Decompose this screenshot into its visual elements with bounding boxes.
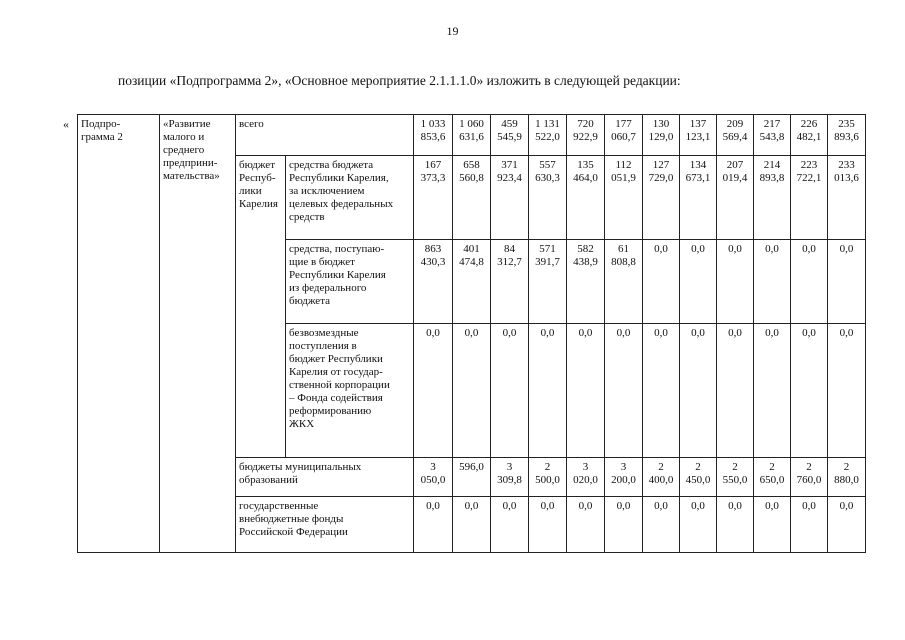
value-cell [414, 156, 453, 240]
value-line-1: 0,0 [464, 500, 479, 512]
value-cell [680, 240, 717, 324]
value-cell [605, 156, 643, 240]
value-line-1: 134 [689, 159, 707, 171]
value-cell [529, 156, 567, 240]
value-cell [414, 115, 453, 156]
value-cell [453, 156, 491, 240]
value-cell [643, 240, 680, 324]
value-cell [605, 458, 643, 497]
value-cell [453, 458, 491, 497]
value-line-2: 129,0 [648, 130, 674, 143]
value-cell [680, 497, 717, 553]
value-line-2: 450,0 [685, 473, 711, 486]
value-line-1: 0,0 [802, 243, 816, 255]
value-cell [717, 115, 754, 156]
value-cell [414, 324, 453, 458]
row-label: безвозмездные поступления в бюджет Республики Карелия от государ- ственной корпорации – Фонда содействия реформированию ЖКХ [286, 324, 414, 458]
intro-text: позиции «Подпрограмма 2», «Основное мероприятие 2.1.1.1.0» изложить в следующей редакции: [118, 73, 681, 88]
row-label: средства бюджета Республики Карелия, за исключением целевых федеральных средств [286, 156, 414, 240]
value-cell [491, 324, 529, 458]
value-line-1: 0,0 [839, 327, 854, 339]
value-line-1: 401 [463, 243, 480, 255]
value-line-1: 226 [800, 118, 818, 130]
value-line-1: 0,0 [802, 327, 816, 339]
value-line-1: 1 131 [535, 118, 560, 130]
value-cell [453, 497, 491, 553]
value-line-1: 207 [726, 159, 744, 171]
value-line-1: 459 [501, 118, 518, 130]
value-line-1: 0,0 [426, 327, 440, 339]
value-line-1: 127 [652, 159, 670, 171]
value-cell [567, 458, 605, 497]
value-line-2: 430,3 [420, 255, 446, 268]
value-cell [453, 324, 491, 458]
value-line-2: 880,0 [834, 473, 859, 486]
value-cell [605, 240, 643, 324]
value-cell [643, 497, 680, 553]
value-line-2: 309,8 [497, 473, 522, 486]
value-cell [717, 240, 754, 324]
value-cell [605, 115, 643, 156]
value-line-1: 235 [838, 118, 855, 130]
value-cell [717, 458, 754, 497]
value-line-1: 863 [424, 243, 442, 255]
value-line-1: 0,0 [426, 500, 440, 512]
value-line-1: 2 [806, 461, 812, 473]
value-cell [567, 497, 605, 553]
value-cell [680, 156, 717, 240]
value-line-1: 3 [582, 461, 589, 473]
value-line-1: 84 [504, 243, 515, 255]
value-cell [453, 115, 491, 156]
value-cell [643, 115, 680, 156]
value-line-1: 2 [695, 461, 701, 473]
value-cell [643, 458, 680, 497]
value-line-1: 167 [424, 159, 442, 171]
value-line-1: 3 [430, 461, 436, 473]
value-line-1: 0,0 [654, 243, 668, 255]
budget-table [77, 114, 866, 553]
value-line-1: 0,0 [502, 500, 517, 512]
value-cell [567, 115, 605, 156]
row-label: всего [236, 115, 414, 156]
value-line-2: 729,0 [648, 171, 674, 184]
value-line-1: 0,0 [616, 500, 631, 512]
value-line-2: 464,0 [573, 171, 598, 184]
value-line-2: 500,0 [535, 473, 560, 486]
value-line-1: 61 [618, 243, 629, 255]
value-line-1: 571 [539, 243, 556, 255]
value-cell [754, 324, 791, 458]
measure-name: «Развитие малого и среднего предприни- мательства» [160, 115, 236, 553]
value-cell [791, 458, 828, 497]
value-line-2: 019,4 [722, 171, 748, 184]
value-line-1: 177 [615, 118, 632, 130]
value-cell [680, 324, 717, 458]
value-line-2: 474,8 [459, 255, 484, 268]
value-line-1: 0,0 [839, 500, 854, 512]
row-label: бюджеты муниципальных образований [236, 458, 414, 497]
value-cell [567, 324, 605, 458]
value-cell [828, 497, 866, 553]
value-line-1: 0,0 [765, 500, 779, 512]
value-line-2: 630,3 [535, 171, 560, 184]
source-budget-rk: бюджет Респуб- лики Карелия [236, 156, 286, 458]
value-line-1: 2 [843, 461, 850, 473]
value-line-1: 0,0 [616, 327, 631, 339]
value-line-1: 217 [763, 118, 781, 130]
value-line-2: 123,1 [685, 130, 711, 143]
value-line-1: 2 [658, 461, 664, 473]
value-line-2: 543,8 [759, 130, 785, 143]
value-cell [717, 324, 754, 458]
value-cell [414, 240, 453, 324]
value-line-1: 0,0 [578, 500, 593, 512]
value-line-2: 482,1 [796, 130, 822, 143]
value-line-2: 893,8 [759, 171, 785, 184]
value-line-1: 658 [463, 159, 480, 171]
value-cell [754, 240, 791, 324]
value-cell [491, 458, 529, 497]
value-line-1: 209 [726, 118, 744, 130]
value-line-1: 214 [763, 159, 781, 171]
value-cell [491, 115, 529, 156]
value-cell [828, 324, 866, 458]
value-line-1: 0,0 [578, 327, 593, 339]
value-line-1: 371 [501, 159, 518, 171]
value-cell [754, 115, 791, 156]
value-cell [491, 240, 529, 324]
value-cell [529, 324, 567, 458]
value-line-2: 391,7 [535, 255, 560, 268]
value-line-2: 522,0 [535, 130, 560, 143]
value-cell [754, 497, 791, 553]
value-line-2: 722,1 [796, 171, 822, 184]
value-line-1: 0,0 [765, 327, 779, 339]
value-line-2: 020,0 [573, 473, 598, 486]
value-line-1: 137 [689, 118, 707, 130]
value-line-1: 2 [769, 461, 775, 473]
value-cell [453, 240, 491, 324]
value-line-2: 400,0 [648, 473, 674, 486]
value-line-2: 760,0 [796, 473, 822, 486]
value-line-2: 650,0 [759, 473, 785, 486]
value-cell [491, 497, 529, 553]
value-line-1: 3 [620, 461, 627, 473]
value-line-1: 1 060 [459, 118, 484, 130]
value-line-1: 0,0 [540, 327, 555, 339]
value-line-1: 0,0 [802, 500, 816, 512]
value-line-1: 0,0 [691, 327, 705, 339]
value-cell [791, 240, 828, 324]
program-name: Подпро- грамма 2 [78, 115, 160, 553]
value-line-1: 3 [506, 461, 513, 473]
value-line-2: 673,1 [685, 171, 711, 184]
value-line-1: 0,0 [839, 243, 854, 255]
opening-quote-mark: « [63, 117, 69, 131]
value-line-1: 0,0 [540, 500, 555, 512]
value-line-2: 050,0 [420, 473, 446, 486]
value-line-2: 808,8 [611, 255, 636, 268]
value-cell [529, 497, 567, 553]
value-line-2: 373,3 [420, 171, 446, 184]
value-line-1: 223 [800, 159, 818, 171]
value-line-2: 312,7 [497, 255, 522, 268]
value-cell [643, 156, 680, 240]
value-line-1: 0,0 [765, 243, 779, 255]
value-cell [754, 156, 791, 240]
value-line-1: 0,0 [691, 500, 705, 512]
row-label: средства, поступаю- щие в бюджет Республики Карелия из федерального бюджета [286, 240, 414, 324]
value-line-2: 569,4 [722, 130, 748, 143]
value-line-2: 545,9 [497, 130, 522, 143]
value-cell [791, 156, 828, 240]
value-line-1: 0,0 [502, 327, 517, 339]
value-cell [567, 156, 605, 240]
value-line-1: 582 [577, 243, 594, 255]
value-line-2: 560,8 [459, 171, 484, 184]
value-cell [828, 240, 866, 324]
value-line-1: 0,0 [728, 500, 742, 512]
value-line-2: 013,6 [834, 171, 859, 184]
value-line-1: 0,0 [654, 327, 668, 339]
value-line-2: 438,9 [573, 255, 598, 268]
value-line-1: 596,0 [459, 461, 484, 473]
value-cell [754, 458, 791, 497]
value-cell [680, 115, 717, 156]
value-line-1: 557 [539, 159, 556, 171]
value-cell [680, 458, 717, 497]
page-number: 19 [446, 24, 459, 38]
value-cell [529, 115, 567, 156]
value-line-1: 2 [544, 461, 551, 473]
value-line-1: 0,0 [654, 500, 668, 512]
value-cell [717, 156, 754, 240]
value-line-1: 0,0 [728, 327, 742, 339]
value-line-1: 0,0 [691, 243, 705, 255]
value-line-2: 060,7 [611, 130, 636, 143]
value-cell [828, 115, 866, 156]
value-cell [717, 497, 754, 553]
value-cell [529, 240, 567, 324]
value-cell [643, 324, 680, 458]
value-line-1: 0,0 [728, 243, 742, 255]
value-line-2: 631,6 [459, 130, 484, 143]
value-cell [828, 156, 866, 240]
value-cell [529, 458, 567, 497]
value-cell [605, 497, 643, 553]
value-line-2: 051,9 [611, 171, 636, 184]
value-line-1: 130 [652, 118, 670, 130]
value-line-1: 112 [615, 159, 632, 171]
value-cell [491, 156, 529, 240]
value-line-2: 923,4 [497, 171, 522, 184]
value-line-2: 893,6 [834, 130, 859, 143]
value-line-1: 720 [577, 118, 594, 130]
value-line-1: 0,0 [464, 327, 479, 339]
value-cell [791, 497, 828, 553]
value-line-2: 200,0 [611, 473, 636, 486]
value-cell [791, 115, 828, 156]
value-cell [605, 324, 643, 458]
table-row [78, 115, 866, 156]
value-line-1: 1 033 [420, 118, 446, 130]
row-label: государственные внебюджетные фонды Российской Федерации [236, 497, 414, 553]
value-line-1: 2 [732, 461, 738, 473]
value-cell [567, 240, 605, 324]
value-cell [791, 324, 828, 458]
value-line-1: 135 [577, 159, 594, 171]
value-line-1: 233 [838, 159, 855, 171]
value-cell [414, 458, 453, 497]
value-cell [414, 497, 453, 553]
value-line-2: 550,0 [722, 473, 748, 486]
value-cell [828, 458, 866, 497]
value-line-2: 922,9 [573, 130, 598, 143]
value-line-2: 853,6 [420, 130, 446, 143]
